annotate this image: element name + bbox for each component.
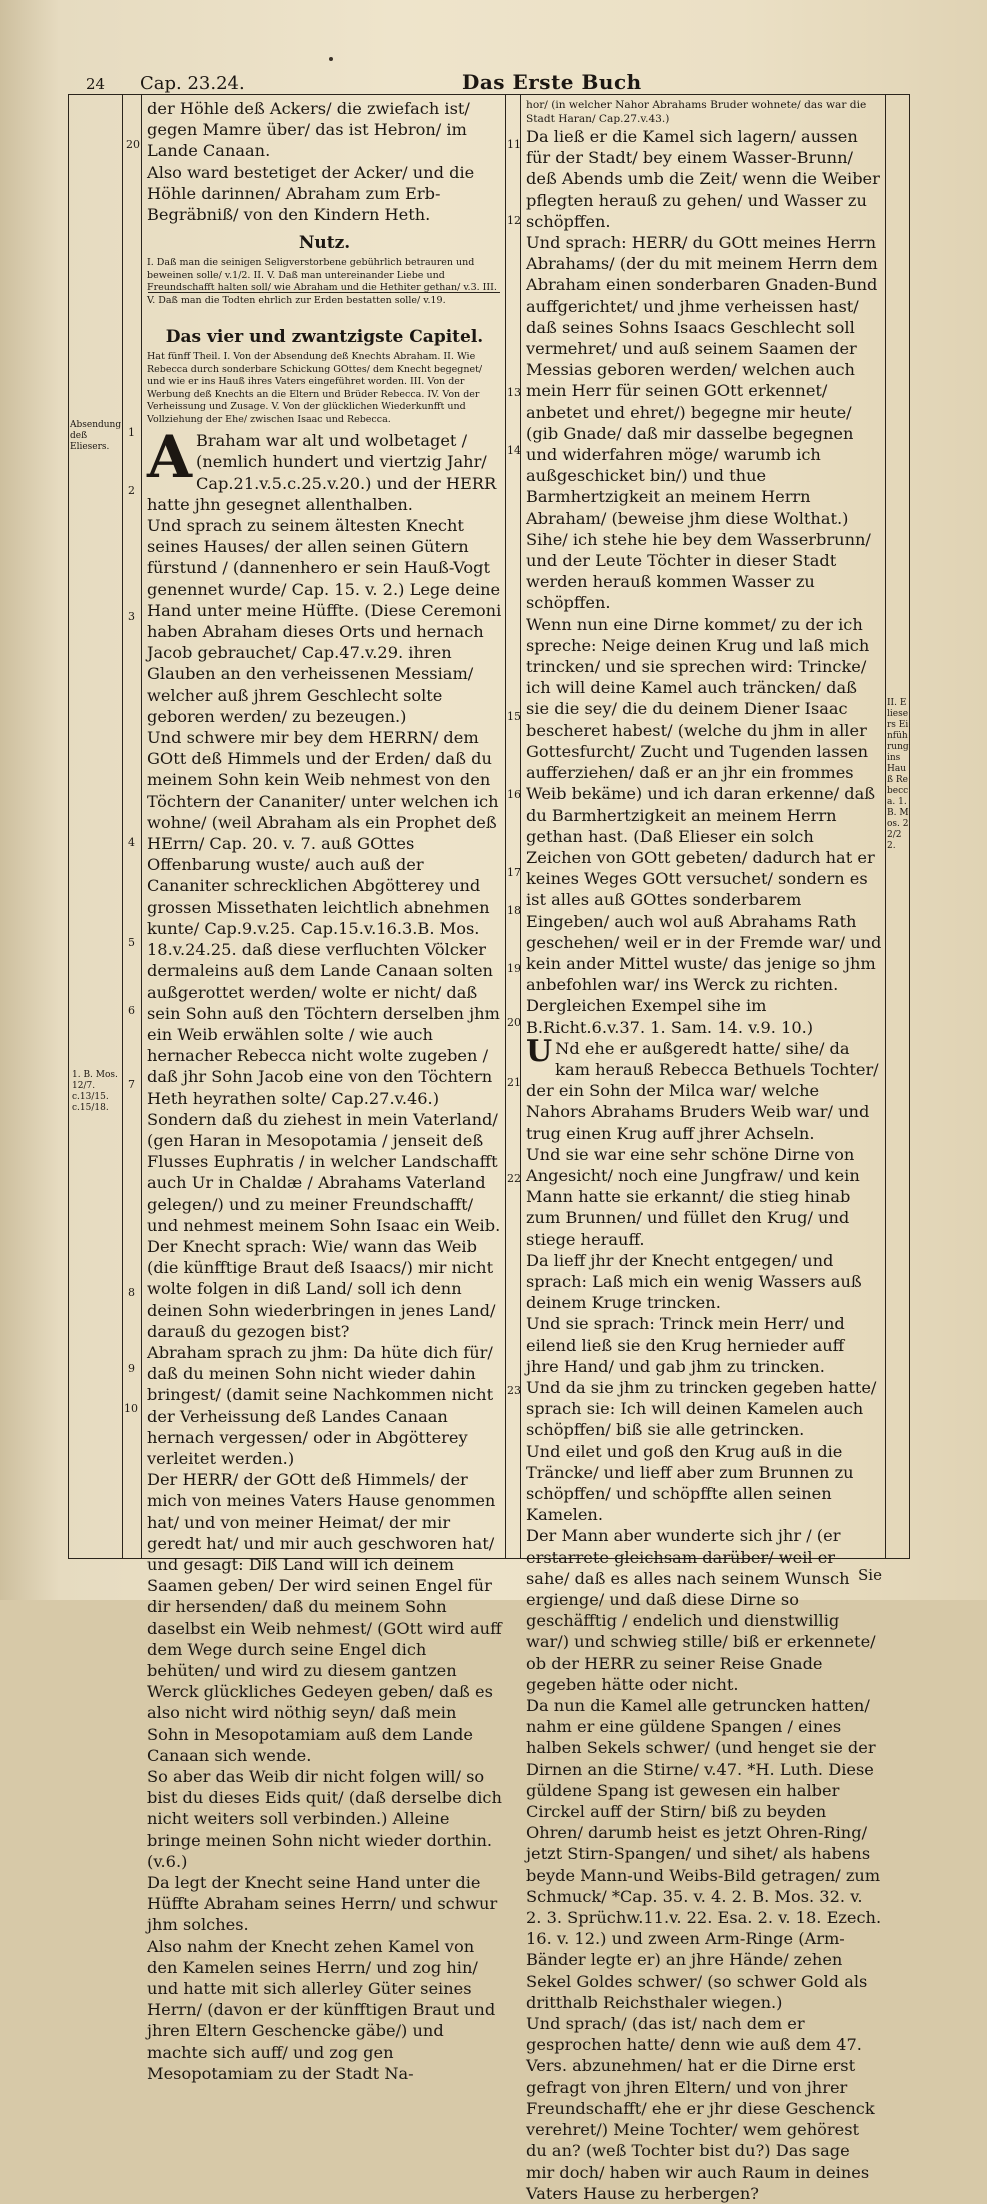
- verse-3: Und schwere mir bey dem HERRN/ dem GOtt deß Himmels und der Erden/ daß du meinem Sohn kein Weib nehmest von den Töchtern der Cananiter/ unter welchen ich wohne/ (weil Abraham als ein Prophet deß HErrn/ Cap. 20. v. 7. auß GOttes Offenbarung wuste/ auch auß der Cananiter schrecklichen Abgötterey und grossen Missethaten leichtlich abnehmen kunte/ Cap.9.v.25. Cap.15.v.16.3.B. Mos. 18.v.24.25. daß diese verfluchten Völcker dermaleins auß dem Lande Canaan solten außgerottet werden/ wolte er nicht/ daß sein Sohn auß den Töchtern derselben jhm ein Weib erwählen solte / wie auch hernacher Rebecca nicht wolte zugeben / daß jhr Sohn Jacob eine von den Töchtern Heth heyrathen solte/ Cap.27.v.46.): [147, 728, 500, 1108]
- verse-4: Sondern daß du ziehest in mein Vaterland/ (gen Haran in Mesopotamia / jenseit deß Flusses Euphratis / in welcher Landschafft auch Ur in Chaldæ / Abrahams Vaterland gelegen/) und zu meiner Freundschafft/ und nehmest meinem Sohn Isaac ein Weib.: [147, 1109, 501, 1235]
- verse-18: Und sie sprach: Trinck mein Herr/ und eilend ließ sie den Krug hernieder auff jhre Hand/ und gab jhm zu trincken.: [526, 1314, 845, 1376]
- catchword: Sie: [858, 1566, 882, 1584]
- verse-10-continued: hor/ (in welcher Nahor Abrahams Bruder wohnete/ das war die Stadt Haran/ Cap.27.v.43.): [526, 99, 867, 125]
- verse-15-text: Nd ehe er außgeredt hatte/ sihe/ da kam herauß Rebecca Bethuels Tochter/ der ein Sohn der Milca war/ welche Nahors Abrahams Bruders Weib war/ und trug einen Krug auff jhrer Achseln.: [526, 1038, 879, 1143]
- verse-number: 23: [507, 1384, 521, 1397]
- left-margin-rule: [122, 94, 123, 1558]
- verse-14: Wenn nun eine Dirne kommet/ zu der ich spreche: Neige deinen Krug und laß mich trincken/ und sie sprechen wird: Trincke/ ich will deine Kamel auch träncken/ daß sie die sey/ die du deinem Diener Isaac bescheret habest/ (welche du jhm in aller Gottesfurcht/ Zucht und Tugenden lassen aufferziehen/ daß er an jhr ein frommes Weib bekäme) und ich daran erkenne/ daß du Barmhertzigkeit an meinem Herrn gethan hast. (Daß Elieser ein solch Zeichen von GOtt gebeten/ dadurch hat er keines Weges GOtt versuchet/ sondern es ist alles auß GOttes sonderbarem Eingeben/ auch wol auß Abrahams Rath geschehen/ weil er in der Fremde war/ und kein ander Mittel wuste/ das jenige so jhm anbefohlen war/ ins Werck zu richten. Dergleichen Exempel sihe im B.Richt.6.v.37. 1. Sam. 14. v.9. 10.): [526, 614, 882, 1037]
- right-column: [526, 98, 882, 2203]
- verse-21: Der Mann aber wunderte sich jhr / (er erstarrete gleichsam darüber/ weil er sahe/ daß es alles nach seinem Wunsch ergienge/ und daß diese Dirne so geschäfftig / endelich und dienstwillig war/) und schwieg stille/ biß er erkennete/ ob der HERR zu seiner Reise Gnade gegeben hätte oder nicht.: [526, 1526, 876, 1694]
- verse-number: 21: [507, 1076, 521, 1089]
- chapter-reference: Cap. 23.24.: [140, 73, 245, 94]
- verse-number: 7: [128, 1078, 135, 1091]
- verse-number: 2: [128, 484, 135, 497]
- verse-number: 19: [507, 962, 521, 975]
- verse-6: Abraham sprach zu jhm: Da hüte dich für/ daß du meinen Sohn nicht wieder dahin bringest/ (damit seine Nachkommen nicht der Verheissung deß Landes Canaan hernach vergessen/ oder in Abgötterey verleitet werden.): [147, 1342, 494, 1468]
- verse-11: Da ließ er die Kamel sich lagern/ aussen für der Stadt/ bey einem Wasser-Brunn/ deß Abends umb die Zeit/ wenn die Weiber pflegten herauß zu gehen/ und Wasser zu schöpffen.: [526, 127, 880, 231]
- verse-19: Und da sie jhm zu trincken gegeben hatte/ sprach sie: Ich will deinen Kamelen auch schöpffen/ biß sie alle getrincken.: [526, 1377, 877, 1440]
- verse-number: 5: [128, 936, 135, 949]
- verse-number: 10: [124, 1402, 138, 1415]
- nutz-heading: Nutz.: [298, 233, 351, 254]
- verse-7: Der HERR/ der GOtt deß Himmels/ der mich von meines Vaters Hause genommen hat/ und von meiner Heimat/ der mir geredt hat/ und mir auch geschworen hat/ und gesagt: Diß Land will ich deinem Saamen geben/ Der wird seinen Engel für dir hersenden/ daß du meinem Sohn daselbst ein Weib nehmest/ (GOtt wird auff dem Wege durch seine Engel dich behüten/ und wird zu diesem gantzen Werck glückliches Gedeyen geben/ daß es also nicht wird nöthig seyn/ daß mein Sohn in Mesopotamiam auß dem Lande Canaan sich wende.: [147, 1470, 502, 1765]
- margin-note-reference: 1. B. Mos. 12/7. c.13/15. c.15/18.: [72, 1070, 118, 1113]
- nutz-text: I. Daß man die seinigen Seligverstorbene gebührlich betrauren und beweinen solle/ v.1/2. II. V. Daß man untereinander Liebe und Freundschafft halten soll/ wie Abraham und die Hethiter gethan/ v.3. III. V. Daß man die Todten ehrlich zur Erden bestatten solle/ v.19.: [147, 257, 497, 306]
- center-number-rule: [520, 94, 521, 1558]
- book-title: Das Erste Buch: [462, 70, 642, 94]
- verse-number: 13: [507, 386, 521, 399]
- verse-1: [147, 423, 502, 515]
- outer-right-rule: [909, 94, 910, 1558]
- drop-capital-a: A: [147, 423, 193, 492]
- chapter-summary: Hat fünff Theil. I. Von der Absendung deß Knechts Abraham. II. Wie Rebecca durch sonderbare Schickung GOttes/ dem Knecht begegnet/ und wie er ins Hauß ihres Vaters eingeführet worden. III. Von der Werbung deß Knechts an die Eltern und Brüder Rebecca. IV. Von der Verheissung und Zusage. V. Von der glücklichen Wiederkunfft und Vollziehung der Ehe/ zwischen Isaac und Rebecca.: [147, 351, 483, 425]
- verse-17: Da lieff jhr der Knecht entgegen/ und sprach: Laß mich ein wenig Wassers auß deinem Kruge trincken.: [526, 1250, 862, 1313]
- verse-13: Sihe/ ich stehe hie bey dem Wasserbrunn/ und der Leute Töchter in dieser Stadt werden herauß kommen Wasser zu schöpffen.: [526, 529, 871, 613]
- margin-note-absendung: Absendung deß Eliesers.: [70, 420, 122, 452]
- verse-number: 15: [507, 710, 521, 723]
- verse-number: 11: [507, 138, 521, 151]
- verse-23-20: Also ward bestetiget der Acker/ und die Höhle darinnen/ Abraham zum Erb-Begräbniß/ von den Kindern Heth.: [147, 162, 475, 225]
- verse-number: 6: [128, 1004, 135, 1017]
- verse-20: Und eilet und goß den Krug auß in die Träncke/ und lieff aber zum Brunnen zu schöpffen/ und schöpffte allen seinen Kamelen.: [526, 1441, 854, 1525]
- verse-12: Und sprach: HERR/ du GOtt meines Herrn Abrahams/ (der du mit meinem Herrn dem Abraham einen sonderbaren Gnaden-Bund auffgerichtet/ und jhme verheissen hast/ daß seines Sohns Isaacs Geschlecht soll vermehret/ und auß seinem Saamen der Messias geboren werden/ welchen auch mein Herr für seinen GOtt erkennet/ anbetet und ehret/) begegne mir heute/ (gib Gnade/ daß mir dasselbe begegnen und widerfahren möge/ warumb ich außgeschicket bin/) und thue Barmhertzigkeit an meinem Herrn Abraham/ (beweise jhm diese Wolthat.): [526, 233, 878, 528]
- verse-1-text: Braham war alt und wolbetaget / (nemlich hundert und viertzig Jahr/ Cap.21.v.5.c.25.v.20.) und der HERR hatte jhn gesegnet allenthalben.: [147, 431, 497, 514]
- verse-15: [526, 1033, 882, 1144]
- verse-9: Da legt der Knecht seine Hand unter die Hüffte Abraham seines Herrn/ und schwur jhm solches.: [147, 1873, 498, 1935]
- verse-2: Und sprach zu seinem ältesten Knecht seines Hauses/ der allen seinen Gütern fürstund / (dannenhero er sein Hauß-Vogt genennet wurde/ Cap. 15. v. 2.) Lege deine Hand unter meine Hüffte. (Diese Ceremoni haben Abraham dieses Orts und hernach Jacob gebrauchet/ Cap.47.v.29. ihren Glauben an den verheissenen Messiam/ welcher auß jhrem Geschlecht solte geboren werden/ zu bezeugen.): [147, 516, 502, 726]
- verse-8: So aber das Weib dir nicht folgen will/ so bist du dieses Eids quit/ (daß derselbe dich nicht weiters soll verbinden.) Alleine bringe meinen Sohn nicht wieder dorthin. (v.6.): [147, 1767, 502, 1871]
- verse-number: 9: [128, 1362, 135, 1375]
- outer-left-rule: [68, 94, 69, 1558]
- verse-number: 8: [128, 1286, 135, 1299]
- left-number-rule: [141, 94, 142, 1558]
- chapter-heading: Das vier und zwantzigste Capitel.: [165, 327, 484, 348]
- verse-16: Und sie war eine sehr schöne Dirne von Angesicht/ noch eine Jungfraw/ und kein Mann hatte sie erkannt/ die stieg hinab zum Brunnen/ und füllet den Krug/ und stiege herauff.: [526, 1144, 860, 1249]
- drop-capital-u: U: [526, 1033, 553, 1069]
- verse-number: 3: [128, 610, 135, 623]
- verse-number: 14: [507, 444, 521, 457]
- margin-note-einfuehrung: II. Eliesers Einführung ins Hauß Rebecca. 1. B. Mos. 22/22.: [887, 698, 909, 851]
- left-column-rule: [505, 94, 506, 1558]
- verse-22: Da nun die Kamel alle getruncken hatten/ nahm er eine güldene Spangen / eines halben Sekels schwer/ (und henget sie der Dirnen an die Stirne/ v.47. *H. Luth. Diese güldene Spang ist gewesen ein halber Circkel auff der Stirn/ biß zu beyden Ohren/ darumb heist es jetzt Ohren-Ring/ jetzt Stirn-Spangen/ und sihet/ als habens beyde Mann-und Weibs-Bild getragen/ zum Schmuck/ *Cap. 35. v. 4. 2. B. Mos. 32. v. 2. 3. Sprüchw.11.v. 22. Esa. 2. v. 18. Ezech. 16. v. 12.) und zween Arm-Ringe (Arm-Bänder legte er) an jhre Hände/ zehen Sekel Goldes schwer/ (so schwer Gold als dritthalb Reichsthaler wiegen.): [526, 1696, 882, 2012]
- verse-number: 12: [507, 214, 521, 227]
- verse-23-19-continued: der Höhle deß Ackers/ die zwiefach ist/ gegen Mamre über/ das ist Hebron/ im Lande Canaan.: [147, 99, 470, 161]
- ink-dot: [329, 57, 333, 61]
- verse-number: 20: [126, 138, 140, 151]
- verse-number: 1: [128, 426, 135, 439]
- verse-number: 20: [507, 1016, 521, 1029]
- verse-5: Der Knecht sprach: Wie/ wann das Weib (die künfftige Braut deß Isaacs/) mir nicht wolte folgen in diß Land/ soll ich denn deinen Sohn wiederbringen in jenes Land/ darauß du gezogen bist?: [147, 1236, 496, 1341]
- header-rule: [68, 94, 910, 95]
- right-column-rule: [885, 94, 886, 1558]
- left-column: [147, 98, 502, 2083]
- verse-23: Und sprach/ (das ist/ nach dem er gesprochen hatte/ denn wie auß dem 47. Vers. abzunehmen/ hat er die Dirne erst gefragt von jhren Eltern/ und von jhrer Freundschafft/ ehe er jhr diese Geschenck verehret/) Meine Tochter/ wem gehörest du an? (weß Tochter bist du?) Das sage mir doch/ haben wir auch Raum in deines Vaters Hause zu herbergen?: [526, 2014, 875, 2203]
- verse-number: 17: [507, 866, 521, 879]
- verse-number: 18: [507, 904, 521, 917]
- verse-number: 16: [507, 788, 521, 801]
- page-number: 24: [86, 75, 106, 93]
- verse-number: 4: [128, 836, 135, 849]
- verse-10: Also nahm der Knecht zehen Kamel von den Kamelen seines Herrn/ und zog hin/ und hatte mit sich allerley Güter seines Herrn/ (davon er der künfftigen Braut und jhren Eltern Geschencke gäbe/) und machte sich auff/ und zog gen Mesopotamiam zu der Stadt Na-: [147, 1936, 496, 2083]
- verse-number: 22: [507, 1172, 521, 1185]
